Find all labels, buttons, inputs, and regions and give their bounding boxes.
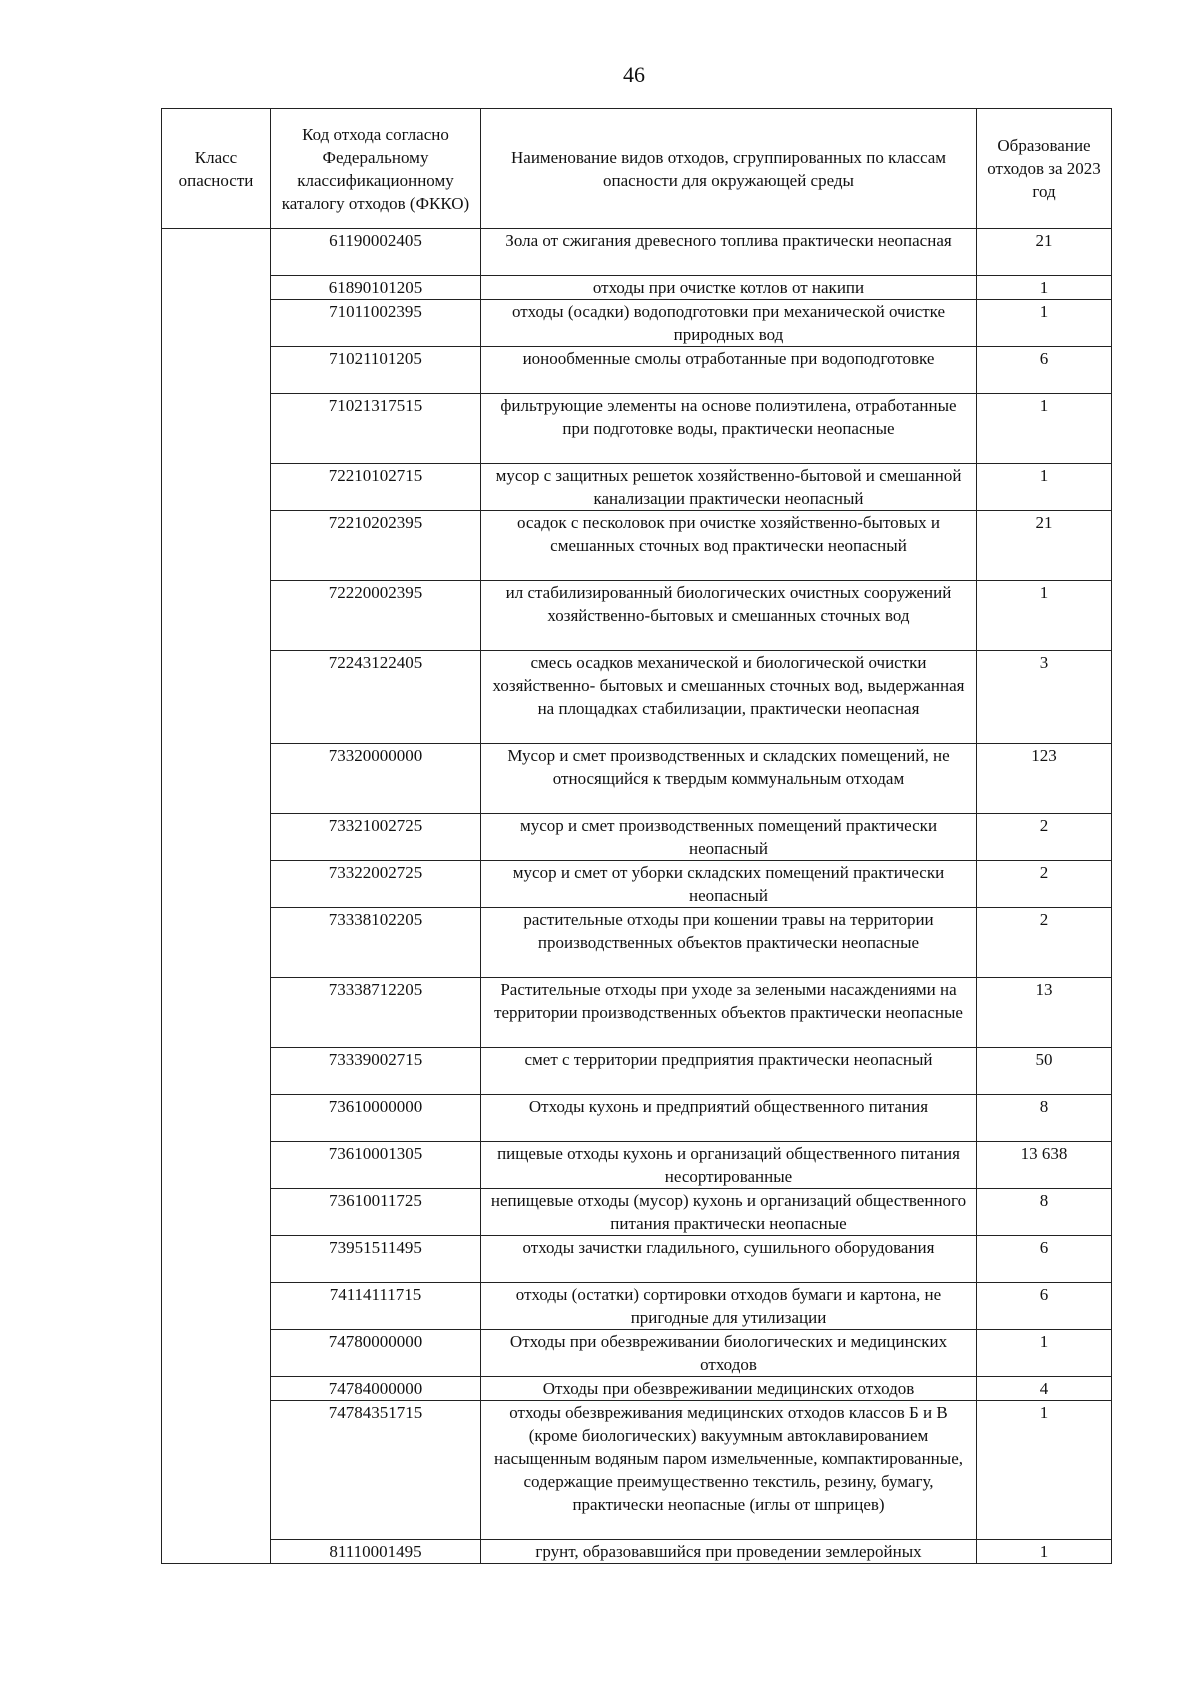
waste-amount-cell: 2: [977, 814, 1112, 861]
table-row: [162, 1330, 1112, 1377]
waste-code-cell: 61890101205: [271, 276, 481, 300]
waste-amount-cell: 13: [977, 978, 1112, 1048]
waste-name-cell: Мусор и смет производственных и складских помещений, не относящийся к твердым коммунальным отходам: [481, 744, 977, 814]
waste-amount-cell: 1: [977, 300, 1112, 347]
waste-code-cell: 71021317515: [271, 394, 481, 464]
table-row: [162, 511, 1112, 581]
waste-code-cell: 72210102715: [271, 464, 481, 511]
page-number: 46: [623, 62, 645, 87]
waste-code-cell: 72220002395: [271, 581, 481, 651]
waste-name-cell: мусор с защитных решеток хозяйственно-бытовой и смешанной канализации практически неопасный: [481, 464, 977, 511]
waste-name-cell: отходы (осадки) водоподготовки при механической очистке природных вод: [481, 300, 977, 347]
waste-amount-cell: 1: [977, 1540, 1112, 1564]
waste-name-cell: отходы (остатки) сортировки отходов бумаги и картона, не пригодные для утилизации: [481, 1283, 977, 1330]
table-row: [162, 1283, 1112, 1330]
waste-name-cell: отходы обезвреживания медицинских отходов классов Б и В (кроме биологических) вакуумным автоклавированием насыщенным водяным паром измельченные, компактированные, содержащие преимущественно текстиль, резину, бумагу, практически неопасные (иглы от шприцев): [481, 1401, 977, 1540]
waste-name-cell: Отходы при обезвреживании медицинских отходов: [481, 1377, 977, 1401]
table-row: [162, 1095, 1112, 1142]
waste-table: [161, 108, 1112, 1564]
table-row: [162, 1401, 1112, 1540]
waste-amount-cell: 2: [977, 908, 1112, 978]
waste-amount-cell: 13 638: [977, 1142, 1112, 1189]
waste-amount-cell: 1: [977, 1330, 1112, 1377]
waste-name-cell: отходы при очистке котлов от накипи: [481, 276, 977, 300]
waste-amount-cell: 1: [977, 394, 1112, 464]
table-row: [162, 814, 1112, 861]
waste-code-cell: 74114111715: [271, 1283, 481, 1330]
header-waste-amount: Образование отходов за 2023 год: [977, 109, 1112, 229]
waste-amount-cell: 21: [977, 511, 1112, 581]
waste-code-cell: 73339002715: [271, 1048, 481, 1095]
waste-code-cell: 73610001305: [271, 1142, 481, 1189]
waste-code-cell: 74780000000: [271, 1330, 481, 1377]
waste-amount-cell: 123: [977, 744, 1112, 814]
table-row: [162, 1048, 1112, 1095]
table-row: [162, 1540, 1112, 1564]
waste-code-cell: 73338712205: [271, 978, 481, 1048]
hazard-class-cell: [162, 229, 271, 1564]
table-row: [162, 229, 1112, 276]
table-row: [162, 276, 1112, 300]
waste-name-cell: мусор и смет производственных помещений практически неопасный: [481, 814, 977, 861]
table-row: [162, 1377, 1112, 1401]
waste-name-cell: отходы зачистки гладильного, сушильного оборудования: [481, 1236, 977, 1283]
table-header-row: [162, 109, 1112, 229]
waste-name-cell: растительные отходы при кошении травы на территории производственных объектов практически неопасные: [481, 908, 977, 978]
waste-name-cell: ионообменные смолы отработанные при водоподготовке: [481, 347, 977, 394]
waste-code-cell: 73320000000: [271, 744, 481, 814]
table-row: [162, 394, 1112, 464]
table-row: [162, 1142, 1112, 1189]
waste-amount-cell: 1: [977, 581, 1112, 651]
table-row: [162, 1189, 1112, 1236]
waste-name-cell: мусор и смет от уборки складских помещений практически неопасный: [481, 861, 977, 908]
waste-amount-cell: 2: [977, 861, 1112, 908]
waste-code-cell: 61190002405: [271, 229, 481, 276]
table-row: [162, 300, 1112, 347]
waste-amount-cell: 21: [977, 229, 1112, 276]
table-row: [162, 651, 1112, 744]
waste-name-cell: фильтрующие элементы на основе полиэтилена, отработанные при подготовке воды, практически неопасные: [481, 394, 977, 464]
waste-name-cell: Зола от сжигания древесного топлива практически неопасная: [481, 229, 977, 276]
waste-amount-cell: 8: [977, 1189, 1112, 1236]
waste-name-cell: Отходы кухонь и предприятий общественного питания: [481, 1095, 977, 1142]
waste-code-cell: 73610000000: [271, 1095, 481, 1142]
table-row: [162, 744, 1112, 814]
waste-amount-cell: 1: [977, 1401, 1112, 1540]
waste-amount-cell: 8: [977, 1095, 1112, 1142]
table-row: [162, 978, 1112, 1048]
waste-amount-cell: 1: [977, 464, 1112, 511]
header-waste-name: Наименование видов отходов, сгруппированных по классам опасности для окружающей среды: [481, 109, 977, 229]
table-row: [162, 464, 1112, 511]
waste-code-cell: 73951511495: [271, 1236, 481, 1283]
waste-amount-cell: 1: [977, 276, 1112, 300]
waste-amount-cell: 50: [977, 1048, 1112, 1095]
waste-code-cell: 72210202395: [271, 511, 481, 581]
waste-name-cell: грунт, образовавшийся при проведении землеройных: [481, 1540, 977, 1564]
waste-amount-cell: 4: [977, 1377, 1112, 1401]
waste-code-cell: 73610011725: [271, 1189, 481, 1236]
waste-name-cell: смесь осадков механической и биологической очистки хозяйственно- бытовых и смешанных сточных вод, выдержанная на площадках стабилизации, практически неопасная: [481, 651, 977, 744]
waste-code-cell: 71011002395: [271, 300, 481, 347]
table-row: [162, 1236, 1112, 1283]
waste-name-cell: непищевые отходы (мусор) кухонь и организаций общественного питания практически неопасные: [481, 1189, 977, 1236]
header-waste-code: Код отхода согласно Федеральному классификационному каталогу отходов (ФККО): [271, 109, 481, 229]
table-body: [162, 229, 1112, 1564]
waste-name-cell: осадок с песколовок при очистке хозяйственно-бытовых и смешанных сточных вод практически неопасный: [481, 511, 977, 581]
waste-code-cell: 74784351715: [271, 1401, 481, 1540]
header-hazard-class: Класс опасности: [162, 109, 271, 229]
table-row: [162, 908, 1112, 978]
waste-name-cell: смет с территории предприятия практически неопасный: [481, 1048, 977, 1095]
waste-code-cell: 72243122405: [271, 651, 481, 744]
waste-code-cell: 71021101205: [271, 347, 481, 394]
table-row: [162, 581, 1112, 651]
table-row: [162, 347, 1112, 394]
waste-amount-cell: 6: [977, 347, 1112, 394]
waste-amount-cell: 3: [977, 651, 1112, 744]
waste-name-cell: Растительные отходы при уходе за зелеными насаждениями на территории производственных объектов практически неопасные: [481, 978, 977, 1048]
waste-name-cell: Отходы при обезвреживании биологических и медицинских отходов: [481, 1330, 977, 1377]
waste-amount-cell: 6: [977, 1283, 1112, 1330]
table-row: [162, 861, 1112, 908]
waste-code-cell: 73321002725: [271, 814, 481, 861]
waste-name-cell: ил стабилизированный биологических очистных сооружений хозяйственно-бытовых и смешанных сточных вод: [481, 581, 977, 651]
waste-code-cell: 73322002725: [271, 861, 481, 908]
waste-code-cell: 74784000000: [271, 1377, 481, 1401]
waste-name-cell: пищевые отходы кухонь и организаций общественного питания несортированные: [481, 1142, 977, 1189]
waste-amount-cell: 6: [977, 1236, 1112, 1283]
waste-code-cell: 81110001495: [271, 1540, 481, 1564]
waste-code-cell: 73338102205: [271, 908, 481, 978]
